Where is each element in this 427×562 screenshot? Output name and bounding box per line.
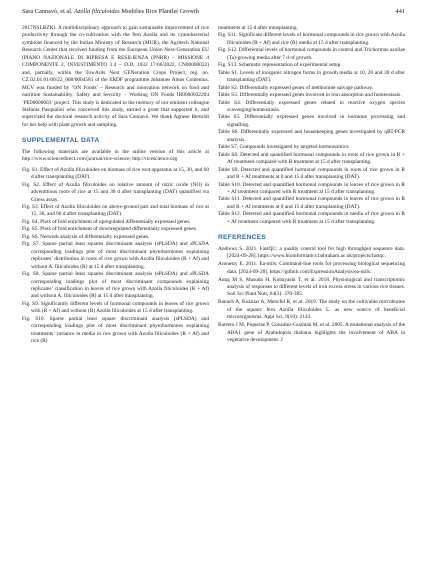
two-column-body [22, 25, 405, 346]
list-item: Fig. S7. Sparse partial least squares discriminant analysis (sPLSDA) and sPLSDA corresponding loadings plot of most discriminant phytohormones explaining replicates’ distribution in roots of rice grown with Azolla filiculoides (R + Af) and without A. filiculoides (R) at 15 d after transplanting. [22, 241, 209, 270]
list-item: Fig. S8. Sparse partial least squares discriminant analysis (sPLSDA) and sPLSDA corresponding loadings plot of most discriminant compounds explaining replicates’ classification in leaves of rice grown with Azolla filiculoides (R + Af) and without A. filiculoides (R) at 15 d after transplanting. [22, 271, 209, 300]
references-list [218, 246, 405, 345]
list-item: Table S12. Detected and quantified hormonal compounds in media of rice grown in R + Af treatment compared with R treatment at 15 d after transplanting. [218, 211, 405, 225]
list-item: Table S9. Detected and quantified hormonal compounds in roots of rice grown in R and R + Af treatments at 0 and 15 d after transplanting (DAT). [218, 166, 405, 181]
supplemental-data-heading: SUPPLEMENTAL DATA [22, 137, 100, 145]
running-title-species: Azolla filiculoides [74, 8, 120, 15]
list-item: Table S2. Differentially expressed genes of methionine salvage pathway. [218, 84, 374, 91]
list-item: Fig. S3. Effect of Azolla filiculoides on above-ground part and total biomass of rice at 15, 30, and 60 d after transplanting (DAT). [22, 203, 209, 218]
list-item: Fig. S12. Differential levels of hormonal compounds in control and Trichormus azollae (Ta)-growing media after 7 d of growth. [218, 47, 405, 61]
list-item: Fig. S13. Schematic representation of experimental setup. [218, 62, 342, 69]
list-item: Fig. S10. Sparse partial least square discriminant analysis (sPLSDA) and corresponding loadings plot of most discriminant phytohormones explaining treatments’ variance in media in rice grown with Azolla filiculoides (R + Af) and rice (R) [22, 315, 209, 345]
left-column [22, 25, 209, 346]
list-item: Fig. S11. Significant different levels of hormonal compounds in rice grown with Azolla filiculoides (R + Af) and rice (R) media at 15 d after transplanting. [218, 32, 405, 46]
list-item: Table S5. Differentially expressed genes involved in hormone processing and signalling. [218, 114, 405, 128]
acknowledgement-paragraph: 2017NSLBZK). A multidisciplinary approach to gain sustainable improvement of rice productivity through the co-cultivation with the fern Azolla and its cyanobacterial symbiont financed by the Italian Ministry of Research (MUR), the Agritech National Research Center that received funding from the European Union Next-Generation EU (PIANO NAZIONALE DI RIPRESA E RESILIENZA (PNRR) – MISSIONE 4 COMPONENTE 2, INVESTIMENTO 1.4 – D.D. 1032 17/06/2022, CN00000022) and, partially, within the TowArds Next GENeration Crops Project, reg. no. CZ.02.01.01/00/22_008/0004581 of the ERDF programme Johannes Amos Comenius. MCV was funded by ‘ON Foods’ – Research and innovation network on food and nutrition Sustainability, Safety and Security – Working ON Foods IR0000032204 ‘PE00000003’ project. This study is dedicated to the memory of our eminent colleague Stefania Pasqualini who conceived this study, earned a grant that supported it, and supervised the doctoral research activity of Sara Cannavò. We thank Agnese Bertoldi for her help with plant growth and sampling. [22, 25, 209, 128]
list-item: treatments at 15 d after transplanting. [218, 25, 298, 31]
list-item: Fig. S6. Network analysis of differentially expressed genes. [22, 233, 150, 240]
list-item: Fig. S5. Plots of fold enrichment of downregulated differentially expressed genes. [22, 226, 198, 233]
supplemental-table-list [218, 25, 405, 226]
reference-item: Banach A, Kuźniar A, Mencfel R, et al. 2019. The study on the cultivable microbiome of the aquatic fern Azolla filiculoides L. as new source of beneficial microorganisms. Appl Sci, 9(10): 2143. [218, 299, 405, 321]
references-heading: REFERENCES [218, 234, 267, 242]
reference-item: Barrero J M, Piqueras P, González-Guzmán M, et al. 2005. A mutational analysis of the ABA1 gene of Arabidopsis thaliana highlights the involvement of ABA in vegetative development. J [218, 322, 405, 344]
reference-item: Aung M S, Masuda H, Kobayashi T, et al. 2018. Physiological and transcriptomic analysis of responses to different levels of iron excess stress in various rice tissues. Soil Sci Plant Nutr, 64(3): 370-385. [218, 276, 405, 298]
list-item: Table S1. Levels of inorganic nitrogen forms in growth media at 10, 20 and 30 d after transplanting (DAT). [218, 69, 405, 84]
supplemental-data-text: The following materials are available in the online version of this article at http://www.sciencedirect.com/journal/rice-science; http://ricescience.org. [22, 148, 209, 163]
list-item: Table S8. Detected and quantified hormonal compounds in roots of rice grown in R + Af treatment compared with R treatment at 15 d after transplanting. [218, 151, 405, 166]
running-title [22, 8, 199, 16]
running-title-rest: Modifies Rice Plantlet Growth [119, 8, 199, 15]
list-item: Table S6. Differentially expressed and housekeeping genes investigated by qRT-PCR analysis. [218, 129, 405, 143]
reference-item: Andrews S. 2021. FastQC: a quality control tool for high throughput sequence data. [2024-09-28]. https://www.bioinformatics.babraham.ac.uk/projects/fastqc. [218, 245, 405, 260]
page-number: 441 [395, 8, 405, 15]
list-item: Table S4. Differentially expressed genes related to reactive oxygen species scavenging/homeostasis. [218, 99, 405, 113]
list-item: Fig. S4. Plots of fold enrichment of upregulated differentially expressed genes. [22, 218, 191, 225]
list-item: Table S3. Differentially expressed genes involved in iron absorption and homeostasis. [218, 92, 402, 99]
list-item: Fig. S9. Significantly different levels of hormonal compounds in leaves of rice grown with (R + Af) and without (R) Azolla filiculoides at 15 d after transplanting. [22, 300, 209, 315]
list-item: Fig. S1. Effect of Azolla filiculoides on biomass of rice root apparatus at 15, 30, and 60 d after transplanting (DAT). [22, 166, 209, 181]
supplemental-figure-list [22, 167, 209, 346]
right-column [218, 25, 405, 346]
list-item: Table S7. Compounds investigated by targeted hormonomics. [218, 144, 350, 151]
list-item: Table S11. Detected and quantified hormonal compounds in leaves of rice grown in R and R + Af treatments at 0 and 15 d after transplanting (DAT). [218, 196, 405, 210]
running-head [22, 8, 405, 16]
running-authors: Sara Cannavò, et al. [22, 8, 75, 15]
list-item: Table S10. Detected and quantified hormonal compounds in leaves of rice grown in R + Af treatment compared with R treatment at 15 d after transplanting. [218, 181, 405, 195]
list-item: Fig. S2. Effect of Azolla filiculoides on relative amount of nitric oxide (NO) in adventitious roots of rice at 15 and 30 d after transplanting (DAT) quantified via Griess assay. [22, 181, 209, 203]
reference-item: Aronesty E. 2011. Ea-utils: Command-line tools for processing biological sequencing data. [2024-09-28]. https://github.com/ExpressionAnalysis/ea-utils. [218, 261, 405, 275]
